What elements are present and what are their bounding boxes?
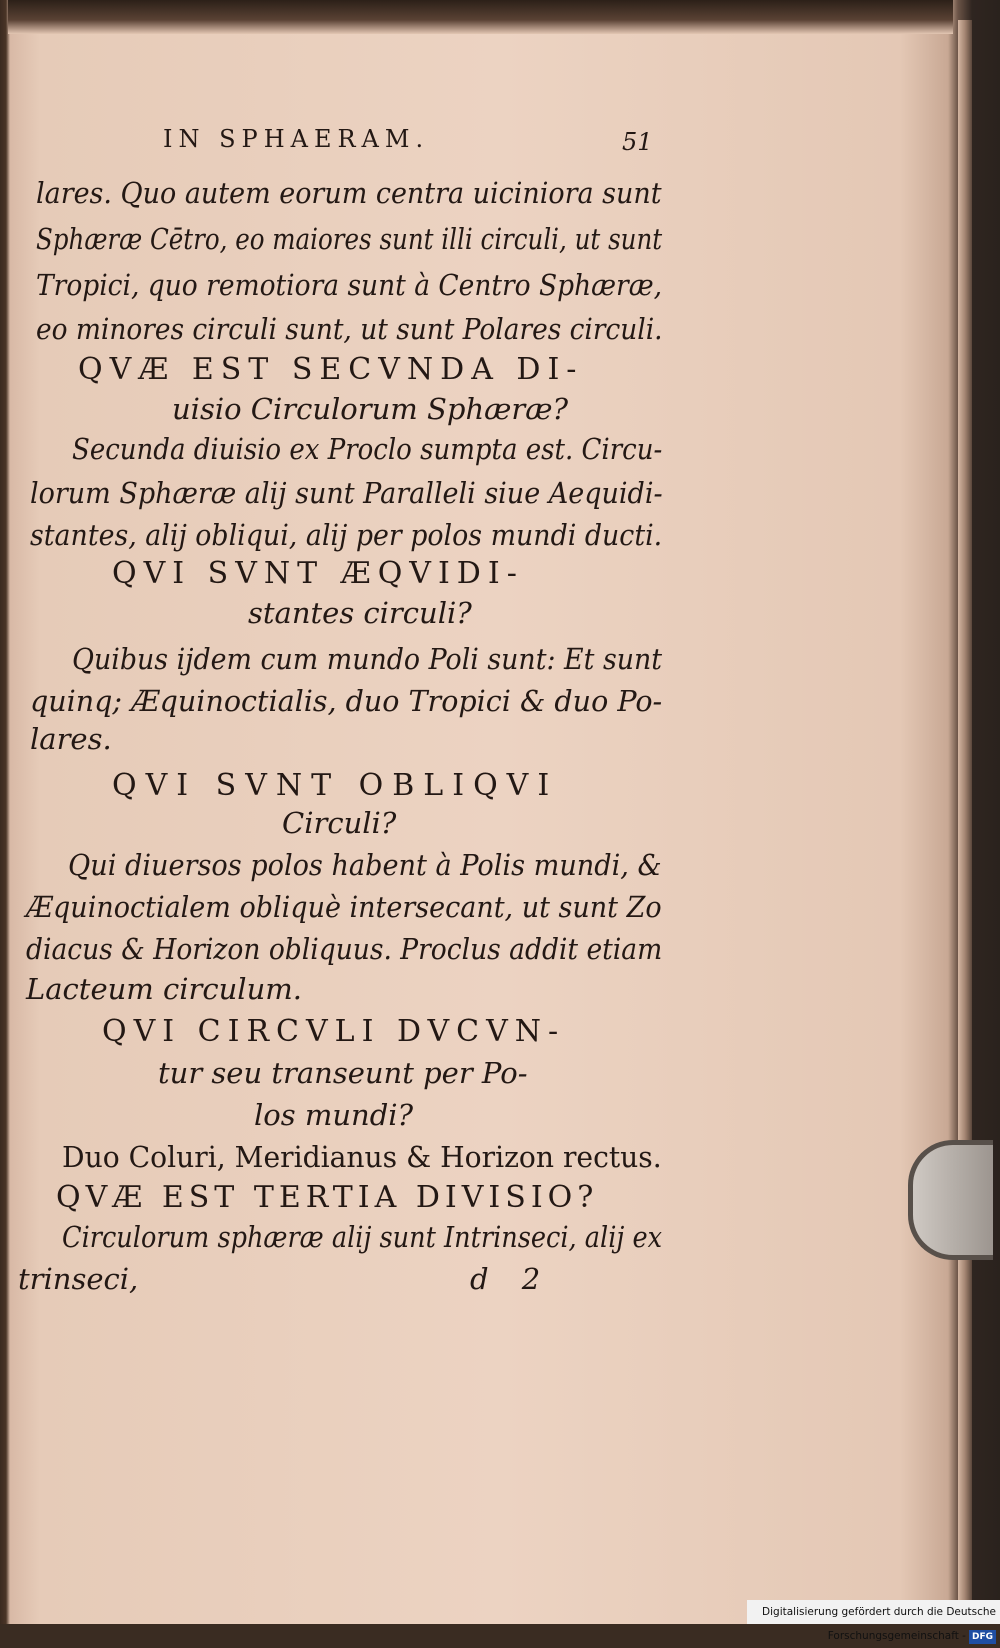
page-number: 51 <box>622 128 653 156</box>
text-line: lares. <box>30 722 112 756</box>
text-line: diacus & Horizon obliquus. Proclus addit etiam <box>26 932 663 966</box>
question-heading: QVI CIRCVLI DVCVN- <box>102 1014 566 1049</box>
question-heading-cont: Circuli? <box>282 806 397 840</box>
text-line: stantes, alij obliqui, alij per polos mundi ducti. <box>30 518 663 552</box>
question-heading: QVI SVNT ÆQVIDI- <box>112 556 524 591</box>
question-heading-cont: stantes circuli? <box>248 596 472 630</box>
question-heading-cont: uisio Circulorum Sphæræ? <box>172 392 569 426</box>
text-line: Circulorum sphæræ alij sunt Intrinseci, alij ex <box>62 1220 663 1254</box>
question-heading-cont: tur seu transeunt per Po- <box>158 1056 528 1090</box>
text-line: Lacteum circulum. <box>26 972 302 1006</box>
text-line: trinseci, <box>18 1262 139 1296</box>
question-heading: QVÆ EST SECVNDA DI- <box>78 352 584 387</box>
text-line: Tropici, quo remotiora sunt à Centro Sphæræ, <box>36 268 663 302</box>
text-line: eo minores circuli sunt, ut sunt Polares circuli. <box>36 312 663 346</box>
running-head-title: IN SPHAERAM. <box>163 125 430 153</box>
text-line: Quibus ijdem cum mundo Poli sunt: Et sunt <box>72 642 663 676</box>
text-line: lorum Sphæræ alij sunt Paralleli siue Aequidi- <box>30 476 663 510</box>
text-line: Æquinoctialem obliquè intersecant, ut sunt Zo <box>26 890 662 924</box>
text-line: Secunda diuisio ex Proclo sumpta est. Circu- <box>72 432 663 466</box>
question-heading-cont: los mundi? <box>254 1098 414 1132</box>
digitization-footer <box>747 1600 1000 1642</box>
signature-mark: d 2 <box>470 1262 553 1296</box>
text-line: Duo Coluri, Meridianus & Horizon rectus. <box>62 1140 662 1174</box>
text-line: Sphæræ Cētro, eo maiores sunt illi circuli, ut sunt <box>36 222 663 256</box>
dfg-logo: DFG <box>969 1630 996 1644</box>
text-line: quinq; Æquinoctialis, duo Tropici & duo Po- <box>30 684 663 718</box>
question-heading: QVÆ EST TERTIA DIVISIO? <box>56 1180 599 1215</box>
text-line: lares. Quo autem eorum centra uiciniora sunt <box>36 176 662 210</box>
footer-text: Digitalisierung gefördert durch die Deutsche Forschungsgemeinschaft - <box>762 1606 996 1642</box>
text-line: Qui diuersos polos habent à Polis mundi, & <box>68 848 662 882</box>
question-heading: QVI SVNT OBLIQVI <box>112 768 559 803</box>
